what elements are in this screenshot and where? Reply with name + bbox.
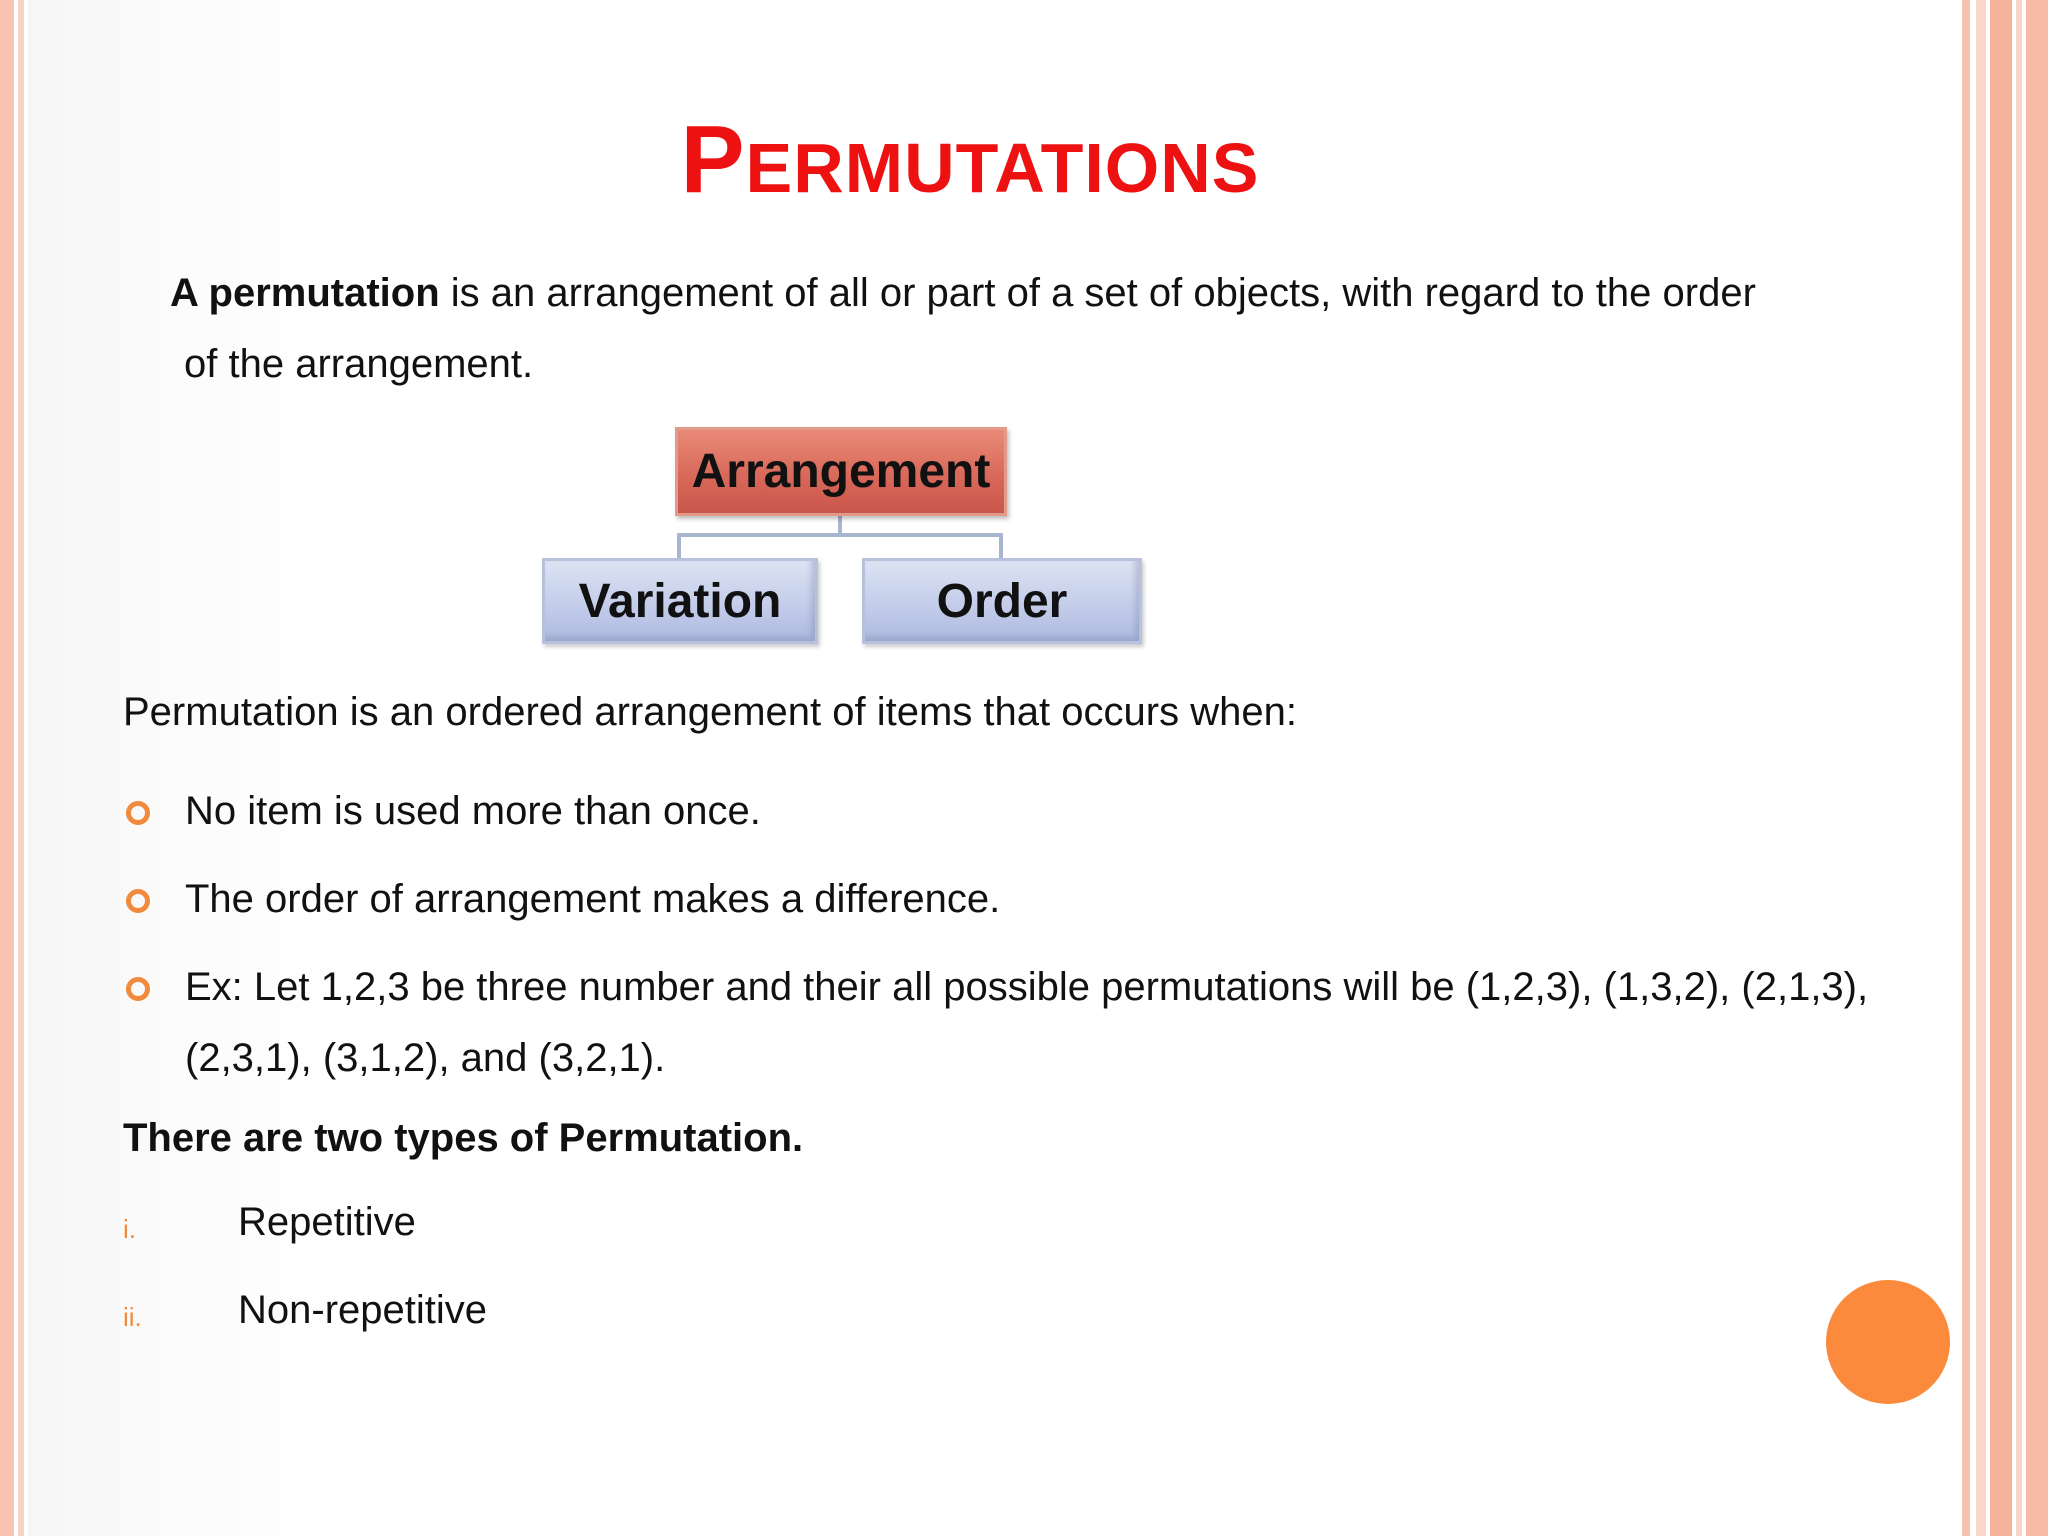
definition-line2: of the arrangement.: [184, 342, 534, 386]
bullet-text: No item is used more than once.: [185, 789, 761, 833]
list-item: [123, 1200, 923, 1288]
hollow-circle-icon: [126, 889, 150, 913]
hollow-circle-icon: [126, 977, 150, 1001]
intro-text: Permutation is an ordered arrangement of items that occurs when:: [123, 690, 1297, 734]
definition-line1: is an arrangement of all or part of a set of objects, with regard to the order: [439, 271, 1756, 315]
diagram-root-node: Arrangement: [675, 427, 1007, 516]
type-label: Repetitive: [238, 1200, 416, 1244]
right-border-stripe: [1976, 0, 1986, 1536]
roman-numeral: ii.: [123, 1302, 142, 1332]
left-border-stripe-inner: [18, 0, 24, 1536]
types-heading: There are two types of Permutation.: [123, 1116, 804, 1160]
right-border-stripe: [2016, 0, 2022, 1536]
list-item: [123, 952, 1923, 1094]
right-border-stripe: [1990, 0, 2012, 1536]
definition-term: A permutation: [170, 271, 440, 315]
decorative-circle: [1826, 1280, 1950, 1404]
right-border-stripe: [2026, 0, 2048, 1536]
bullet-list: [123, 776, 1923, 1111]
definition-paragraph: [170, 258, 1890, 400]
slide-title: [0, 105, 1940, 215]
list-item: [123, 776, 1923, 847]
list-item: [123, 864, 1923, 935]
bullet-text: Ex: Let 1,2,3 be three number and their all possible permutations will be (1,2,3), (1,3,2), (2,1,3), (2,3,1), (3,1,2), and (3,2,1).: [185, 965, 1869, 1080]
diagram-connector: [677, 533, 681, 558]
list-item: [123, 1288, 923, 1376]
diagram-connector: [677, 533, 1003, 537]
types-list: [123, 1200, 923, 1376]
slide-title-rest: ERMUTATIONS: [745, 129, 1260, 207]
right-border-stripe: [1962, 0, 1970, 1536]
diagram-child-node-order: Order: [862, 558, 1142, 644]
roman-numeral: i.: [123, 1214, 136, 1244]
diagram-child-node-variation: Variation: [542, 558, 818, 644]
hollow-circle-icon: [126, 801, 150, 825]
diagram-connector: [999, 533, 1003, 558]
bullet-text: The order of arrangement makes a difference.: [185, 877, 1001, 921]
slide-title-initial: P: [680, 106, 746, 213]
type-label: Non-repetitive: [238, 1288, 488, 1332]
left-border-stripe: [0, 0, 14, 1536]
